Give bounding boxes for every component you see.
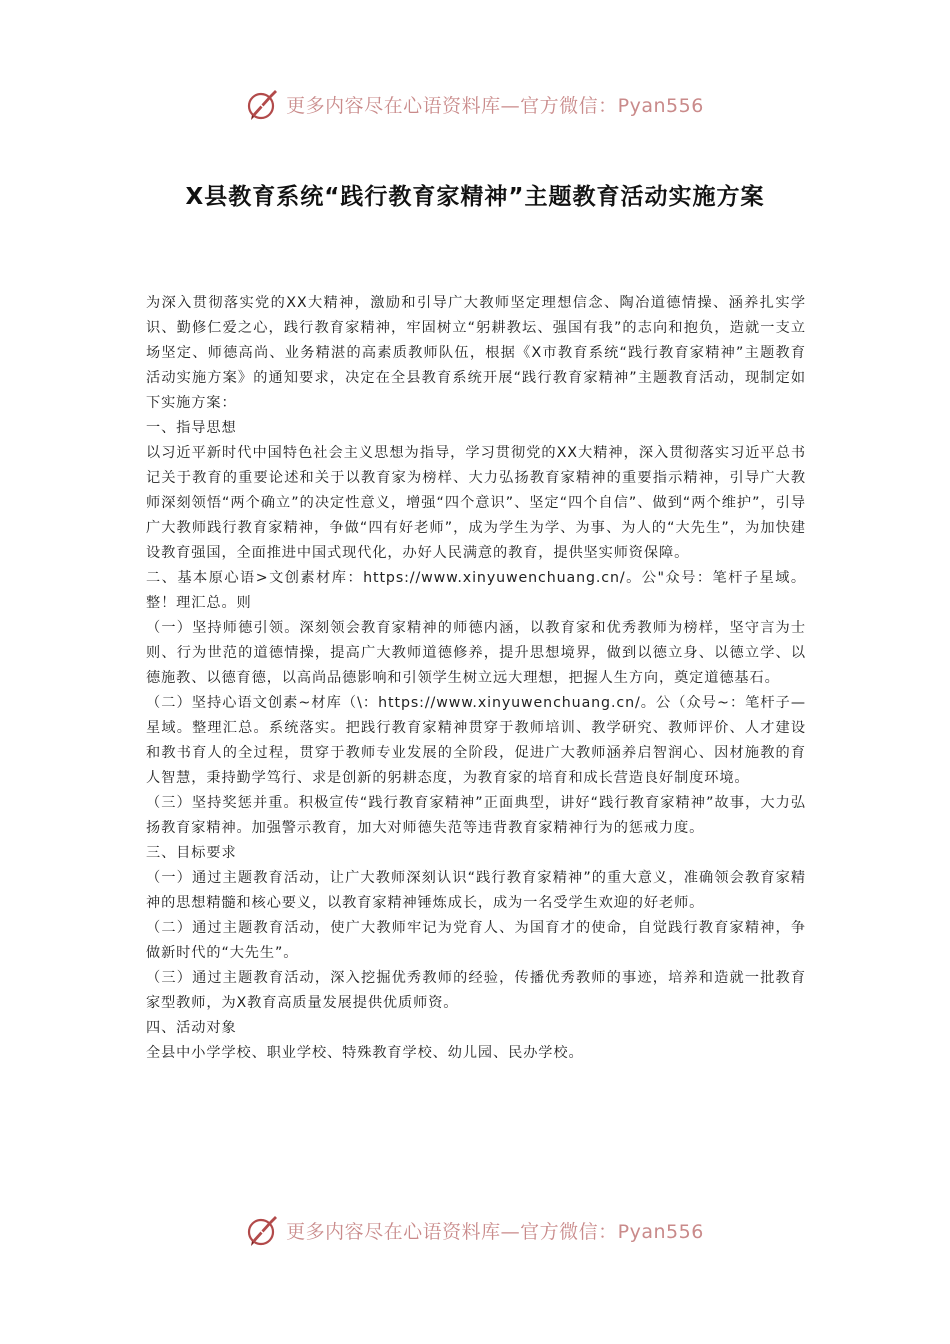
section-heading-goals: 三、目标要求 xyxy=(146,845,237,861)
pen-nib-icon xyxy=(246,87,280,121)
header-wechat-id: Pyan556 xyxy=(617,94,704,117)
goal-1-paragraph: （一）通过主题教育活动，让广大教师深刻认识“践行教育家精神”的重大意义，准确领会教育家精神的思想精髓和核心要义，以教育家精神锤炼成长，成为一名受学生欢迎的好老师。 xyxy=(146,870,806,911)
principle-2-paragraph: （二）坚持心语文创素~材库（\：https://www.xinyuwenchuang.cn/。公（众号~：笔杆子—星域。整理汇总。系统落实。把践行教育家精神贯穿于教师培训、教学研究、教师评价、人才建设和教书育人的全过程，贯穿于教师专业发展的全阶段，促进广大教师涵养启智润心、因材施教的育人智慧，秉持勤学笃行、求是创新的躬耕态度，为教育家的培育和成长营造良好制度环境。 xyxy=(146,695,806,786)
header-brand-text: 更多内容尽在心语资料库—官方微信： xyxy=(286,94,618,117)
guiding-ideology-paragraph: 以习近平新时代中国特色社会主义思想为指导，学习贯彻党的XX大精神，深入贯彻落实习近平总书记关于教育的重要论述和关于以教育家为榜样、大力弘扬教育家精神的重要指示精神，引导广大教师深刻领悟“两个确立”的决定性意义，增强“四个意识”、坚定“四个自信”、做到“两个维护”，引导广大教师践行教育家精神，争做“四有好老师”，成为学生为学、为事、为人的“大先生”，为加快建设教育强国，全面推进中国式现代化，办好人民满意的教育，提供坚实师资保障。 xyxy=(146,445,806,561)
footer-watermark-text xyxy=(286,1217,704,1244)
footer-wechat-id: Pyan556 xyxy=(617,1220,704,1243)
targets-paragraph: 全县中小学学校、职业学校、特殊教育学校、幼儿园、民办学校。 xyxy=(146,1045,584,1061)
header-watermark-text xyxy=(286,91,704,118)
document-title: X县教育系统“践行教育家精神”主题教育活动实施方案 xyxy=(185,184,765,210)
footer-brand-text: 更多内容尽在心语资料库—官方微信： xyxy=(286,1220,618,1243)
document-body xyxy=(146,291,806,1066)
section-heading-targets: 四、活动对象 xyxy=(146,1020,237,1036)
principle-1-paragraph: （一）坚持师德引领。深刻领会教育家精神的师德内涵，以教育家和优秀教师为榜样，坚守言为士则、行为世范的道德情操，提高广大教师道德修养，提升思想境界，做到以德立身、以德立学、以德施教、以德育德，以高尚品德影响和引领学生树立远大理想，把握人生方向，奠定道德基石。 xyxy=(146,620,806,686)
pen-nib-icon xyxy=(246,1213,280,1247)
goal-2-paragraph: （二）通过主题教育活动，使广大教师牢记为党育人、为国育才的使命，自觉践行教育家精神，争做新时代的“大先生”。 xyxy=(146,920,806,961)
footer-watermark-banner xyxy=(0,1208,950,1252)
section-heading-basic-principles: 二、基本原心语>文创素材库：https://www.xinyuwenchuang.cn/。公"众号：笔杆子星域。整！理汇总。则 xyxy=(146,570,806,611)
section-heading-guiding-ideology: 一、指导思想 xyxy=(146,420,237,436)
header-watermark-banner xyxy=(0,82,950,126)
principle-3-paragraph: （三）坚持奖惩并重。积极宣传“践行教育家精神”正面典型，讲好“践行教育家精神”故事，大力弘扬教育家精神。加强警示教育，加大对师德失范等违背教育家精神行为的惩戒力度。 xyxy=(146,795,806,836)
goal-3-paragraph: （三）通过主题教育活动，深入挖掘优秀教师的经验，传播优秀教师的事迹，培养和造就一批教育家型教师，为X教育高质量发展提供优质师资。 xyxy=(146,970,806,1011)
intro-paragraph: 为深入贯彻落实党的XX大精神，激励和引导广大教师坚定理想信念、陶冶道德情操、涵养扎实学识、勤修仁爱之心，践行教育家精神，牢固树立“躬耕教坛、强国有我”的志向和抱负，造就一支立场坚定、师德高尚、业务精湛的高素质教师队伍，根据《X市教育系统“践行教育家精神”主题教育活动实施方案》的通知要求，决定在全县教育系统开展“践行教育家精神”主题教育活动，现制定如下实施方案： xyxy=(146,295,806,411)
